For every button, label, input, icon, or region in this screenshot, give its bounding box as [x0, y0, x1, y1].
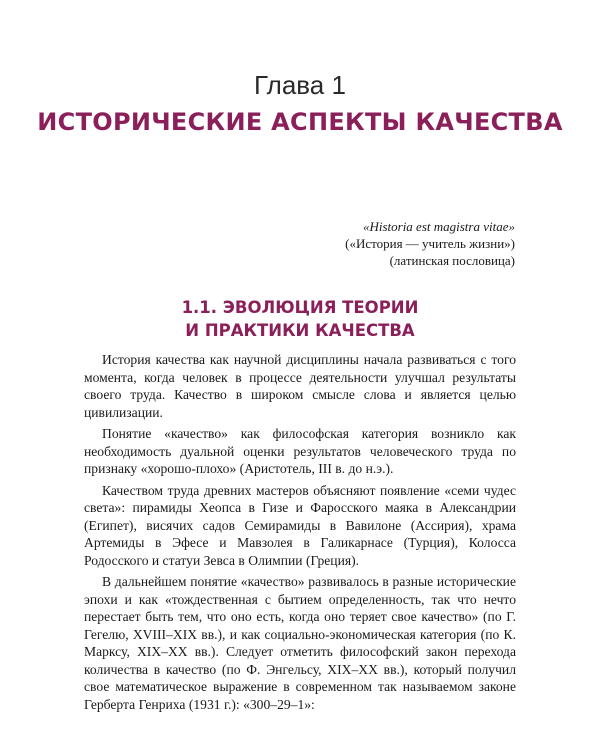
- epigraph: [195, 218, 515, 269]
- epigraph-translation: («История — учитель жизни»): [345, 236, 515, 251]
- section-title: [0, 296, 600, 342]
- section-title-line-1: 1.1. ЭВОЛЮЦИЯ ТЕОРИИ: [181, 298, 419, 317]
- epigraph-source: (латинская пословица): [389, 253, 515, 268]
- paragraph-4: В дальнейшем понятие «качество» развивалось в разные исторические эпохи и как «тождественная с бытием определенность, так что нечто перестает быть тем, что оно есть, когда оно теряет свое качество» (по Г. Гегелю, XVIII–XIX вв.), и как социально-экономическая категория (по К. Марксу, XIX–XX вв.). Следует отметить философский закон перехода количества в качество (по Ф. Энгельсу, XIX–XX вв.), который получил свое математическое выражение в современном так называемом законе Герберта Генриха (1931 г.): «300–29–1»:: [84, 574, 516, 712]
- paragraph-3: Качеством труда древних мастеров объясняют появление «семи чудес света»: пирамиды Хеопса в Гизе и Фаросского маяка в Александрии (Египет), висячих садов Семирамиды в Вавилоне (Ассирия), храма Артемиды в Эфесе и Мавзолея в Галикарнасе (Турция), Колосса Родосского и статуи Зевса в Олимпии (Греция).: [84, 482, 516, 568]
- section-title-line-2: И ПРАКТИКИ КАЧЕСТВА: [185, 321, 415, 340]
- body-text: [84, 351, 516, 717]
- paragraph-2: Понятие «качество» как философская категория возникло как необходимость дуальной оценки результатов человеческого труда по признаку «хорошо-плохо» (Аристотель, III в. до н.э.).: [84, 426, 516, 476]
- paragraph-1: История качества как научной дисциплины начала развиваться с того момента, когда человек в процессе деятельности улучшал результаты своего труда. Качество в широком смысле слова и является целью цивилизации.: [84, 352, 516, 420]
- epigraph-latin: «Historia est magistra vitae»: [362, 219, 515, 234]
- chapter-label: Глава 1: [254, 70, 346, 100]
- chapter-title: ИСТОРИЧЕСКИЕ АСПЕКТЫ КАЧЕСТВА: [37, 108, 563, 136]
